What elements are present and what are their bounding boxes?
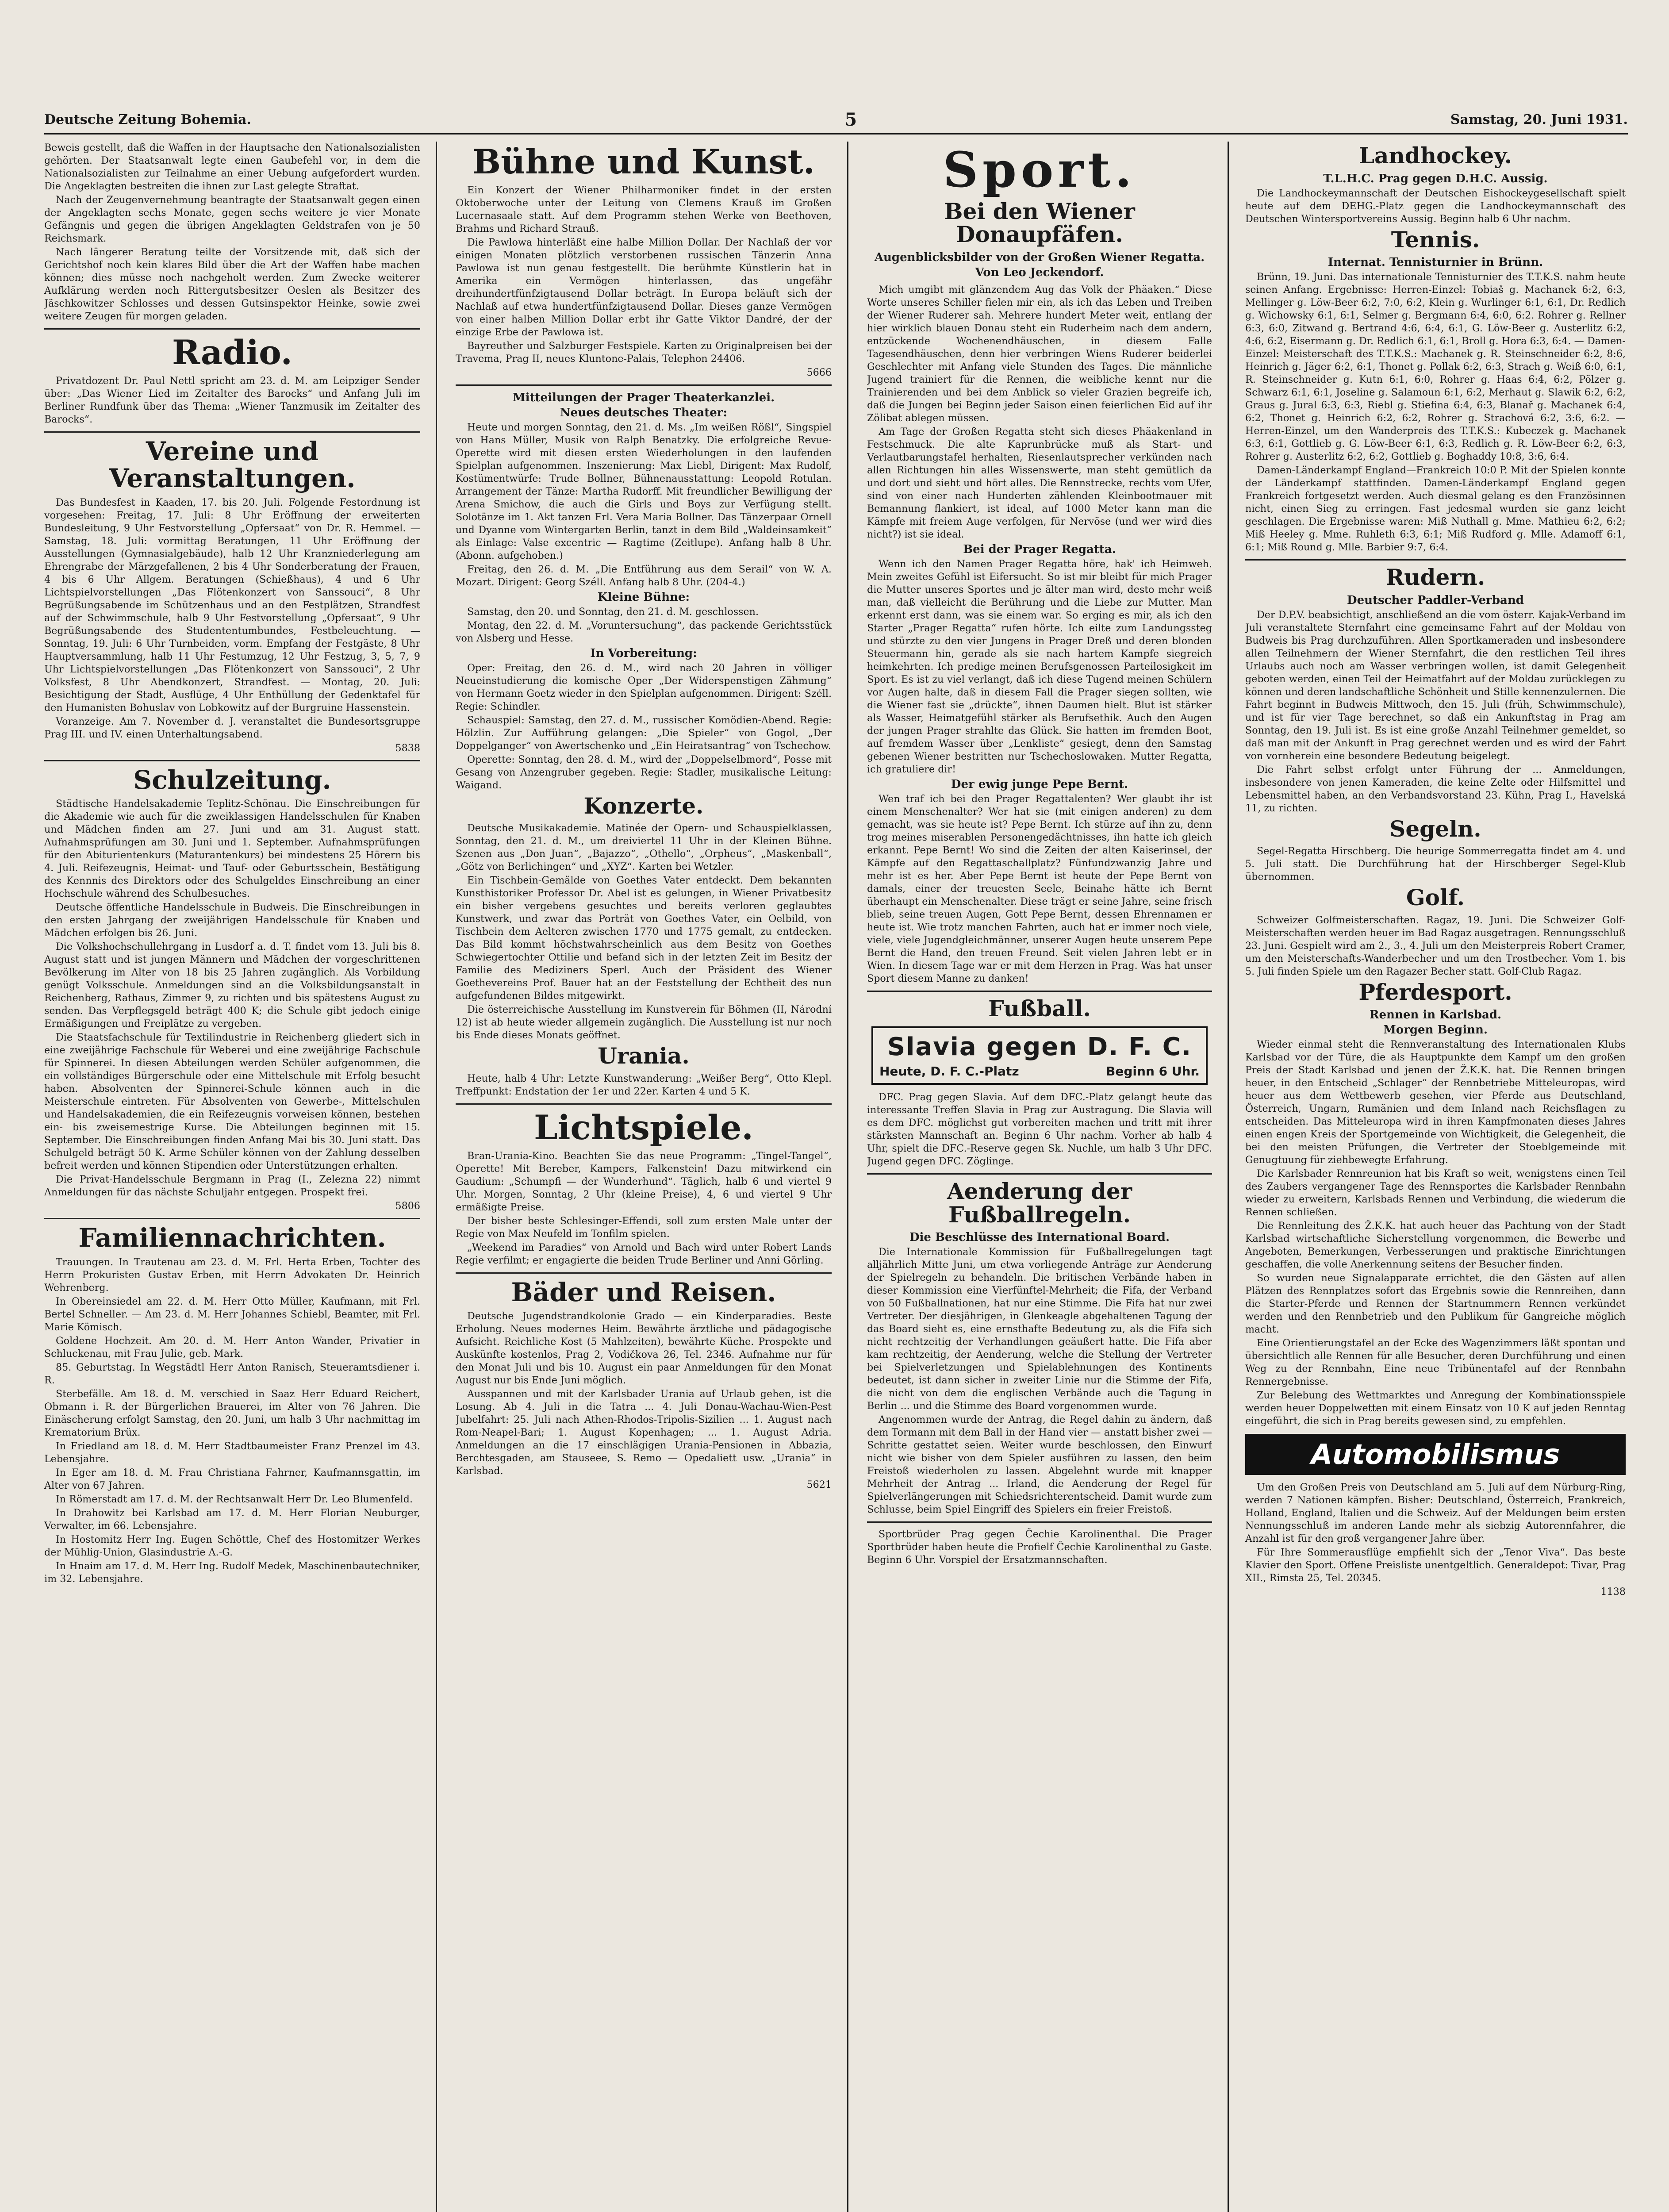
paragraph: Das Bundesfest in Kaaden, 17. bis 20. Juli. Folgende Festordnung ist vorgesehen: Freitag, 17. Juli: 8 Uhr Eröffnung der erweiterten Bundesleitung, 9 Uhr Festvorstellung „Opfersaat“ von Dr. R. Hemmel. — Samstag, 18. Juli: vormittag Beratungen, 11 Uhr Eröffnung der Ausstellungen (Gymnasialgebäude), halb 12 Uhr Kranzniederlegung am Ehrengrabe der Märzgefallenen, 2 bis 4 Uhr Sonderberatung der Frauen, 4 bis 6 Uhr Allgem. Beratungen (Schießhaus), 4 und 6 Uhr Lichtspielvorstellungen „Das Flötenkonzert von Sanssouci“, 8 Uhr Begrüßungsabende im Schützenhaus und an den Festplätzen, Strandfest auf der Schwimmschule, halb 9 Uhr Festvorstellung „Opfersaat“, 9 Uhr Begrüßungsabende des Studententumbundes, Festbeleuchtung. — Sonntag, 19. Juli: 6 Uhr Turnbeiden, vorm. Empfang der Festgäste, 8 Uhr Hauptversammlung, halb 11 Uhr Festumzug, 12 Uhr Festzug, 3, 5, 7, 9 Uhr Lichtspielvorstellungen „Das Flötenkonzert von Sanssouci“, 2 Uhr Volksfest, 8 Uhr Abendkonzert, Strandfest. — Montag, 20. Juli: Besichtigung der Stadt, Ausflüge, 4 Uhr Enthüllung der Gedenktafel für den Humanisten Bohuslav von Lobkowitz auf der Burgruine Hassenstein.	[44, 496, 420, 714]
paragraph: Beweis gestellt, daß die Waffen in der Hauptsache den Nationalsozialisten gehörten. Der Staatsanwalt legte einen Gaubefehl vor, in dem die Nationalsozialisten zur Teilnahme an einer Uebung aufgefordert wurden. Die Angeklagten bestreiten die ihnen zur Last gelegte Straftat.	[44, 142, 420, 192]
column-2	[456, 142, 832, 1492]
section-heading-lichtspiele: Lichtspiele.	[534, 1107, 753, 1147]
section-heading-vereine: Vereine und Veranstaltungen.	[109, 436, 356, 493]
section-heading-urania: Urania.	[598, 1043, 690, 1069]
paragraph: Deutsche öffentliche Handelsschule in Budweis. Die Einschreibungen in den ersten Jahrgang der zweijährigen Handelsschule für Knaben und Mädchen erfolgen bis 26. Juni.	[44, 902, 420, 939]
paragraph: Bayreuther und Salzburger Festspiele. Karten zu Originalpreisen bei der Travema, Prag II, neues Kluntone-Palais, Telephon 24406.	[456, 340, 832, 365]
column-rule	[847, 142, 848, 2212]
paragraph: Die Rennleitung des Ž.K.K. hat auch heuer das Pachtung von der Stadt Karlsbad wirtschaftliche Sicherstellung vorgenommen, die Bewerbe und Angeboten, Bemerkungen, Verbesserungen und praktische Einrichtungen geschaffen, die volle Anerkennung seitens der Besucher finden.	[1245, 1220, 1626, 1270]
subsection-heading: Rennen in Karlsbad.	[1369, 1008, 1502, 1022]
paragraph: Die österreichische Ausstellung im Kunstverein für Böhmen (II, Národní 12) ist ab heute wieder allgemein zugänglich. Die Ausstellung ist nur noch bis Ende dieses Monats geöffnet.	[456, 1004, 832, 1041]
section-heading-fussball: Fußball.	[988, 995, 1091, 1022]
paragraph: Der bisher beste Schlesinger-Effendi, soll zum ersten Male unter der Regie von Max Neufeld im Tonfilm spielen.	[456, 1215, 832, 1240]
paragraph: Schauspiel: Samstag, den 27. d. M., russischer Komödien-Abend. Regie: Hölzlin. Zur Aufführung gelangen: „Die Spieler“ von Gogol, „Der Doppelganger“ von Awertschenko und „Ein Heiratsantrag“ von Tschechow.	[456, 714, 832, 752]
subsection-heading: Der ewig junge Pepe Bernt.	[951, 777, 1128, 791]
paragraph: Ein Konzert der Wiener Philharmoniker findet in der ersten Oktoberwoche unter der Leitung von Clemens Krauß im Großen Lucernasaale statt. Auf dem Programm stehen Werke von Beethoven, Brahms und Richard Strauß.	[456, 184, 832, 234]
paragraph: Samstag, den 20. und Sonntag, den 21. d. M. geschlossen.	[467, 606, 759, 618]
divider	[867, 1521, 1212, 1523]
article-subheadline: Augenblicksbilder von der Großen Wiener Regatta.	[874, 250, 1205, 264]
paragraph: Die Staatsfachschule für Textilindustrie in Reichenberg gliedert sich in eine zweijährige Fachschule für Weberei und eine zweijährige Fachschule für Spinnerei. In diesen Abteilungen werden Schüler aufgenommen, die ein vollständiges Bürgerschule oder eine Mittelschule mit Erfolg besucht haben. Absolventen der Spinnerei-Schule können auch in die Meisterschule eintreten. Für Absolventen von Gewerbe-, Mittelschulen und Handelsakademien, die ein Reifezeugnis vorweisen können, bestehen ein- bis zweisemestrige Kurse. Die Abteilungen beginnen mit 15. September. Die Einschreibungen finden Anfang Mai bis 30. Juni statt. Das Schulgeld beträgt 50 K. Arme Schüler können von der Zahlung desselben befreit werden und können Stipendien oder Unterstützungen erhalten.	[44, 1032, 420, 1172]
subsection-subheading: In Vorbereitung:	[590, 646, 697, 660]
paragraph: DFC. Prag gegen Slavia. Auf dem DFC.-Platz gelangt heute das interessante Treffen Slavia in Prag zur Austragung. Die Slavia will es dem DFC. möglichst gut vorbereiten machen und tritt mit ihrer stärksten Mannschaft an. Beginn 6 Uhr nachm. Vorher ab halb 4 Uhr, spielt die DFC.-Reserve gegen Sk. Nuchle, um halb 3 Uhr DFC. Jugend gegen DFC. Zöglinge.	[867, 1091, 1212, 1167]
section-heading-landhockey: Landhockey.	[1358, 142, 1512, 169]
section-heading-baeder: Bäder und Reisen.	[511, 1277, 776, 1307]
section-heading-konzerte: Konzerte.	[583, 792, 704, 819]
column-rule	[436, 142, 437, 2212]
ad-reference-number: 5838	[395, 742, 420, 754]
paragraph: Die Fahrt selbst erfolgt unter Führung der ... Anmeldungen, insbesondere von jenen Kameraden, die keine Zelte oder Hilfsmittel und Lebensmittel haben, an den Verbandsvorstand 23. Kühn, Prag I., Havelská 11, zu richten.	[1245, 764, 1626, 814]
paragraph: Trauungen. In Trautenau am 23. d. M. Frl. Herta Erben, Tochter des Herrn Prokuristen Gustav Erben, mit Herrn Advokaten Dr. Heinrich Wehrenberg.	[44, 1256, 420, 1294]
masthead-left: Deutsche Zeitung Bohemia.	[44, 111, 251, 127]
divider	[456, 1103, 832, 1105]
paragraph: Brünn, 19. Juni. Das internationale Tennisturnier des T.T.K.S. nahm heute seinen Anfang. Ergebnisse: Herren-Einzel: Tobiaš g. Machanek 6:2, 6:3, Mellinger g. Löw-Beer 6:2, 7:0, 6:2, Klein g. Wurlinger 6:1, 6:1, Dr. Redlich g. Wichowsky 6:1, 6:1, Selmer g. Bergmann 6:4, 6:0, 6:2. Rohrer g. Rellner 6:3, 6:0, Zitwand g. Bertrand 4:6, 6:4, 6:1, G. Löw-Beer g. Austerlitz 6:2, 4:6, 6:2, Eisermann g. Dr. Redlich 6:1, 6:1, Broll g. Hora 6:3, 6:4. — Damen-Einzel: Meisterschaft des T.T.K.S.: Machanek g. R. Steinschneider 6:2, 8:6, Heinrich g. Jäger 6:2, 6:1, Thonet g. Pollak 6:2, 6:3, Strach g. Weiß 6:0, 6:1, R. Steinschneider g. Kutn 6:1, 6:0, Rohrer g. Haas 6:4, 6:2, Pölzer g. Schwarz 6:1, 6:1, Joseline g. Salamoun 6:1, 6:2, Merhaut g. Slawik 6:2, 6:2, Graus g. Jural 6:3, 6:3, Riebl g. Stiefina 6:4, 6:3, Blanař g. Machanek 6:4, 6:2, Thonet g. Heinrich 6:2, 6:2, Rohrer g. Strachová 6:2, 3:6, 6:2. — Herren-Einzel, um den Wanderpreis des T.T.K.S.: Kubeczek g. Machanek 6:3, 6:1, Gottlieb g. G. Löw-Beer 6:1, 6:3, Redlich g. R. Löw-Beer 6:2, 6:3, Rohrer g. Austerlitz 6:2, 6:2, Gottlieb g. Boghaddy 10:8, 3:6, 6:4.	[1245, 271, 1626, 462]
paragraph: Zur Belebung des Wettmarktes und Anregung der Kombinationsspiele werden heuer Doppelwetten mit einem Einsatz von 10 K auf jeden Renntag eingeführt, die sich in Prag bereits gewesen sind, zu empfehlen.	[1245, 1390, 1626, 1427]
paragraph: Städtische Handelsakademie Teplitz-Schönau. Die Einschreibungen für die Akademie wie auch für die zweiklassigen Handelsschulen für Knaben und Mädchen finden am 27. Juni und am 31. August statt. Aufnahmsprüfungen am 30. Juni und 1. September. Aufnahmsprüfungen für den Abiturientenkurs (Maturantenkurs) bei mindestens 25 Hörern bis 4. Juli. Reifezeugnis, Heimat- und Tauf- oder Geburtsschein, Bestätigung des Kennnis des Direktors oder des Schulgeldes Einschreibung an einer Hochschule während des Schulbesuches.	[44, 798, 420, 900]
subsection-heading: Mitteilungen der Prager Theaterkanzlei.	[512, 391, 775, 404]
section-heading-radio: Radio.	[172, 333, 292, 372]
paragraph: 85. Geburtstag. In Wegstädtl Herr Anton Ranisch, Steueramtsdiener i. R.	[44, 1362, 420, 1386]
subsection-heading: Internat. Tennisturnier in Brünn.	[1328, 256, 1543, 269]
column-1	[44, 142, 420, 1586]
paragraph: Wieder einmal steht die Rennveranstaltung des Internationalen Klubs Karlsbad vor der Türe, die als Hauptpunkte dem Kampf um den großen Preis der Stadt Karlsbad und jenen der Ž.K.K. hat. Die Rennen bringen heuer, in den Entscheid „Schlager“ der Rennbetriebe Mitteleuropas, wird heuer aus dem Wettbewerb gesehen, vier Pferde aus Deutschland, Österreich, Ungarn, Rumänien und dem Inland nach Reichsflagen zu entscheiden. Das Mitteleuropa wird in ihren Kampfmonaten dieses Jahres einen engen Kreis der Sportgemeinde von Wichtigkeit, die Gelegenheit, die bei den meisten Prüfungen, die Vertreter der Stoeblgemeinde mit Genugtuung für ziehbewegte Erfahrung.	[1245, 1039, 1626, 1166]
ad-reference-number: 5666	[806, 366, 832, 378]
paragraph: Der D.P.V. beabsichtigt, anschließend an die vom österr. Kajak-Verband im Juli veranstaltete Sternfahrt eine gemeinsame Fahrt auf der Moldau von Budweis bis Prag durchzuführen. Allen Sportkameraden und insbesondere allen Teilnehmern der Wiener Sternfahrt, die den restlichen Teil ihres Urlaubs auch noch am Wasser verbringen wollen, ist damit Gelegenheit geboten werden, einen Teil der Heimatfahrt auf der Moldau zurücklegen zu können und deren landschaftliche Schönheit und Stille kennenzulernen. Die Fahrt beginnt in Budweis Mittwoch, den 15. Juli (früh, Schwimmschule), und ist für vier Tage berechnet, so daß ein Ankunftstag in Prag am Sonntag, den 19. Juli ist. Es ist eine große Anzahl Teilnehmer gemeldet, so daß man mit der Ankunft in Prag gerechnet werden und es wird der Fahrt von vornherein eine besondere Bedeutung beigelegt.	[1245, 609, 1626, 762]
ad-reference-number: 5621	[806, 1479, 832, 1491]
paragraph: In Hnaim am 17. d. M. Herr Ing. Rudolf Medek, Maschinenbautechniker, im 32. Lebensjahre.	[44, 1560, 420, 1585]
divider	[1245, 559, 1626, 561]
paragraph: Am Tage der Großen Regatta steht sich dieses Phäakenland in Festschmuck. Die alte Kaprunbrücke muß als Start- und Verlautbarungstafel herhalten, Riesenlautsprecher verkünden nach allen Richtungen hin alles Wissenswerte, man steht gemütlich da und dort und sieht und hört alles. Die Rennstrecke, rechts vom Ufer, sind von einer nach Hunderten zählenden Kleinbootmauer mit Bemannung flankiert, ist ideal, auf 1000 Meter kann man die Kämpfe mit freiem Auge verfolgen, für Nervöse (und wer wird dies nicht?) ist sie ideal.	[867, 426, 1212, 540]
divider	[44, 1218, 420, 1219]
article-subheadline: Die Beschlüsse des International Board.	[909, 1231, 1170, 1244]
paragraph: Wen traf ich bei den Prager Regattalenten? Wer glaubt ihr ist einem Menschenalter? Wer hat sie (mit einigen anderen) zu dem gemacht, was sie heute ist? Pepe Bernt. Ich stürze auf ihn zu, denn trog meines miserablen Personengedächtnisses, ihn hatte ich gleich erkannt. Pepe Bernt! Wo sind die Zeiten der alten Kaiserinsel, der Kämpfe auf den Regattaschallplatz? Fünfundzwanzig Jahre und mehr ist es her. Aber Pepe Bernt ist heute der Pepe Bernt von damals, einer der treuesten Seele, Beinahe hätte ich Bernt überhaupt ein Menschenalter. Diese trägt er seine Jahre, seine frisch blieb, seine treuen Augen, Gott Pepe Bernt, dessen Ehrennamen er heute ist. Wie trotz manchen Fahrten, auch hat er immer noch viele, viele, viele Jugendgleichmänner, unserer Augen heute unserem Pepe Bernt die Hand, den treuen Freund. Seit vielen Jahren lebt er in Wien. In diesem Tage war er mit dem Herzen in Prag. Was hat unser Sport diesem Manne zu danken!	[867, 793, 1212, 984]
paragraph: In Drahowitz bei Karlsbad am 17. d. M. Herr Florian Neuburger, Verwalter, im 66. Lebensjahre.	[44, 1507, 420, 1532]
article-headline: Bei den Wiener Donaupfäfen.	[944, 198, 1135, 247]
paragraph: Privatdozent Dr. Paul Nettl spricht am 23. d. M. am Leipziger Sender über: „Das Wiener Lied im Zeitalter des Barocks“ und Anfang Juli im Berliner Rundfunk über das Thema: „Wiener Tanzmusik im Zeitalter des Barocks“.	[44, 375, 420, 425]
paragraph: Freitag, den 26. d. M. „Die Entführung aus dem Serail“ von W. A. Mozart. Dirigent: Georg Széll. Anfang halb 8 Uhr. (204-4.)	[456, 563, 832, 588]
divider	[44, 431, 420, 433]
subsection-heading: Deutscher Paddler-Verband	[1347, 593, 1524, 607]
paragraph: Deutsche Jugendstrandkolonie Grado — ein Kinderparadies. Beste Erholung. Neues modernes Heim. Bewährte ärztliche und pädagogische Aufsicht. Reichliche Kost (5 Mahlzeiten), bewährte Küche. Prospekte und Auskünfte kostenlos, Prag 2, Vodičkova 26, Tel. 2346. Aufnahme nur für den Monat Juli und bis 10. August ein paar Anmeldungen für den Monat August nur bis Ende Juni möglich.	[456, 1310, 832, 1386]
section-heading-familiennachrichten: Familiennachrichten.	[78, 1223, 386, 1253]
subsection-subheading: Neues deutsches Theater:	[560, 406, 728, 419]
section-heading-golf: Golf.	[1406, 884, 1465, 910]
paragraph: Heute, halb 4 Uhr: Letzte Kunstwanderung: „Weißer Berg“, Otto Klepl. Treffpunkt: Endstation der 1er und 22er. Karten 4 und 5 K.	[456, 1072, 832, 1097]
paragraph: Die Volkshochschullehrgang in Lusdorf a. d. T. findet vom 13. Juli bis 8. August statt und ist jungen Männern und Mädchen der vorgeschrittenen Bevölkerung im Alter von 18 bis 25 Jahren zugänglich. Als Vorbildung genügt Volksschule. Anmeldungen sind an die Volksbildungsanstalt in Reichenberg, Rathaus, Zimmer 9, zu richten und bis spätestens August zu senden. Das Verpflegsgeld beträgt 400 K; die Schule gibt jedoch einige Ermäßigungen und Freiplätze zu vergeben.	[44, 941, 420, 1030]
paragraph: In Römerstadt am 17. d. M. der Rechtsanwalt Herr Dr. Leo Blumenfeld.	[56, 1494, 413, 1505]
divider	[867, 991, 1212, 992]
paragraph: Oper: Freitag, den 26. d. M., wird nach 20 Jahren in völliger Neueinstudierung die komische Oper „Der Widerspenstigen Zähmung“ von Hermann Goetz wieder in den Spielplan aufgenommen. Dirigent: Széll. Regie: Schindler.	[456, 662, 832, 712]
paragraph: Die Internationale Kommission für Fußballregelungen tagt alljährlich Mitte Juni, um etwa vorliegende Anträge zur Aenderung der Spielregeln zu behandeln. Die britischen Verbände haben in dieser Kommission eine Vierfünftel-Mehrheit; die Fifa, der Verband von 50 Fußballnationen, hat nur eine Stimme. Die Fifa hat nur zwei Vertreter. Der diesjährigen, in Glenkeagle abgehaltenen Tagung der das Board sieht es, eine ernsthafte Bedeutung zu, als die Fifa sich nicht rechtzeitig der Verhandlungen geäußert hatte. Die Fifa aber kam rechtzeitig, der Aenderung, welche die Stellung der Vertreter bei Spielverletzungen und Spielablehnungen des Kontinents bedeutet, ist dann sicher in zweiter Linie nur die Stimme der Fifa, die nicht von dem die englischen Verbände auch die Tagung in Berlin ... und die Stimme des Board vorgenommen wurde.	[867, 1246, 1212, 1412]
running-header	[44, 106, 1628, 134]
ad-headline: Slavia gegen D. F. C.	[887, 1033, 1192, 1061]
paragraph: Ein Tischbein-Gemälde von Goethes Vater entdeckt. Dem bekannten Kunsthistoriker Professor Dr. Abel ist es gelungen, in Wiener Privatbesitz ein bisher vergebens gesuchtes und bereits verloren geglaubtes Kunstwerk, und zwar das Porträt von Goethes Vater, ein Oelbild, von Tischbein dem Aelteren zwischen 1770 und 1775 gemalt, zu entdecken. Das Bild kommt höchstwahrscheinlich aus dem Besitz von Goethes Schwiegertochter Ottilie und befand sich in der letzten Zeit im Besitz der Familie des Mediziners Sperl. Auch der Präsident des Wiener Goethevereins Prof. Bauer hat an der Feststellung der Echtheit des nun aufgefundenen Bildes mitgewirkt.	[456, 875, 832, 1002]
divider	[867, 1173, 1212, 1175]
section-heading-sport: Sport.	[943, 142, 1136, 198]
paragraph: Montag, den 22. d. M. „Voruntersuchung“, das packende Gerichtsstück von Alsberg und Hesse.	[456, 619, 832, 644]
paragraph: Operette: Sonntag, den 28. d. M., wird der „Doppelselbmord“, Posse mit Gesang von Anzengruber gegeben. Regie: Stadler, musikalische Leitung: Waigand.	[456, 753, 832, 791]
paragraph: Segel-Regatta Hirschberg. Die heurige Sommerregatta findet am 4. und 5. Juli statt. Die Durchführung hat der Hirschberger Segel-Klub übernommen.	[1245, 845, 1626, 883]
paragraph: Eine Orientierungstafel an der Ecke des Wagenzimmers läßt spontan und übersichtlich alle Rennen für alle Besucher, deren Durchführung und einen Weg zu der Rennbahn, Eine neue Tribünentafel auf der Rennbahn Rennergebnisse.	[1245, 1337, 1626, 1387]
header-date: Samstag, 20. Juni 1931.	[1450, 111, 1628, 127]
paragraph: Heute und morgen Sonntag, den 21. d. Ms. „Im weißen Rößl“, Singspiel von Hans Müller, Musik von Ralph Benatzky. Die erfolgreiche Revue-Operette wird mit diesen ersten Wiederholungen in den laufenden Spielplan aufgenommen. Inszenierung: Max Liebl, Dirigent: Max Rudolf, Kostümentwürfe: Trude Bollner, Bühnenausstattung: Leopold Rotulan. Arrangement der Tänze: Martha Rudorff. Mit freundlicher Bewilligung der Arena Smichow, die auch die Girls und Boys zur Verfügung stellt. Solotänze im 1. Akt tanzen Frl. Vera Maria Bollner. Das Tänzerpaar Ornell und Dyanne vom Wintergarten Berlin, tanzt in dem Bild „Waldeinsamkeit“ als Einlage: Valse excentric — Ragtime (Zeitlupe). Anfang halb 8 Uhr. (Abonn. aufgehoben.)	[456, 421, 832, 561]
subsection-subheading: Morgen Beginn.	[1383, 1023, 1488, 1037]
section-heading-pferdesport: Pferdesport.	[1358, 979, 1512, 1005]
paragraph: „Weekend im Paradies“ von Arnold und Bach wird unter Robert Lands Regie verfilmt; er engagierte die beiden Trude Berliner und Anni Görling.	[456, 1241, 832, 1266]
paragraph: In Friedland am 18. d. M. Herr Stadtbaumeister Franz Prenzel im 43. Lebensjahre.	[44, 1440, 420, 1465]
divider	[44, 760, 420, 761]
paragraph: Sportbrüder Prag gegen Čechie Karolinenthal. Die Prager Sportbrüder haben heute die Profielf Čechie Karolinenthal zu Gaste. Beginn 6 Uhr. Vorspiel der Ersatzmannschaften.	[867, 1528, 1212, 1566]
paragraph: Damen-Länderkampf England—Frankreich 10:0 P. Mit der Spielen konnte der Länderkampf stattfinden. Damen-Länderkampf England gegen Frankreich fortgesetzt werden. Auch diesmal gelang es den Französinnen nicht, einen Sieg zu erringen. Fast jedesmal wurden sie ganz leicht geschlagen. Die Ergebnisse waren: Miß Nuthall g. Mme. Mathieu 6:2, 6:2; Miß Heeley g. Mme. Ruhleth 6:3, 6:1; Miß Rudford g. Mlle. Adamoff 6:1, 6:1; Miß Round g. Mlle. Barbier 9:7, 6:4.	[1245, 465, 1626, 553]
paragraph: Wenn ich den Namen Prager Regatta höre, hak' ich Heimweh. Mein zweites Gefühl ist Eifersucht. So ist mir bleibt für mich Prager die Mutter unseres Sportes und je älter man wird, desto mehr weiß man, daß vielleicht die Berührung und die Liebe zur Mutter. Man erkennt erst dann, was sie einem war. So erging es mir, als ich den Starter „Prager Regatta“ rufen hörte. Ich eilte zum Landungssteg und stürzte zu den vier Jungens in Prager Dreß und deren blonden Steuermann hin, gerade als sie nach hartem Kampfe siegreich heimkehrten. Ich predige meinen Berufsgenossen Parteilosigkeit im Sport. Es ist zu viel verlangt, daß ich diese Tugend meinen Schülern vor Augen halte, daß in diesem Fall die Prager siegen sollten, wie die Wiener fast sie „drückte“, ihnen Daumen hielt. Blut ist stärker als Wasser, Heimatgefühl stärker als Berufsethik. Auch den Augen der jungen Prager strahlte das Glück. Sie hatten im fremden Boot, auf fremdem Wasser über „Lenkliste“ gesiegt, denn den Samstag gebenen Wiener bestritten nur Tschechoslowaken. Mutter Regatta, ich gratuliere dir!	[867, 558, 1212, 775]
match-advertisement	[871, 1026, 1208, 1085]
subsection-subheading: Kleine Bühne:	[597, 590, 690, 604]
divider	[44, 328, 420, 330]
section-heading-buehne: Bühne und Kunst.	[472, 142, 815, 181]
ad-reference-number: 1138	[1600, 1586, 1626, 1598]
ad-reference-number: 5806	[395, 1200, 420, 1212]
paragraph: Mich umgibt mit glänzendem Aug das Volk der Phäaken.“ Diese Worte unseres Schiller fielen mir ein, als ich das Leben und Treiben der Wiener Ruderer sah. Mehrere hundert Meter weit, entlang der hier wirklich blauen Donau steht ein Ruderheim nach dem andern, entzückende Wochenendhäuschen, in diesem Falle Tagesendhäuschen, denn hier verbringen Wiens Ruderer beiderlei Geschlechter mit Anfang viele Stunden des Tages. Die männliche Jugend trainiert für die Rennen, die weibliche kennt nur die Trainierenden und bei dem Anblick so vieler Grazien begreife ich, daß die Jungen bei Beginn jeder Saison einen feierlichen Eid auf ihr Zölibat ablegen müssen.	[867, 284, 1212, 424]
section-heading-tennis: Tennis.	[1391, 226, 1480, 253]
intro-article	[44, 142, 420, 323]
paragraph: Sterbefälle. Am 18. d. M. verschied in Saaz Herr Eduard Reichert, Obmann i. R. der Bürgerlichen Brauerei, im Alter von 76 Jahren. Die Einäscherung erfolgt Samstag, den 20. Juni, um halb 3 Uhr nachmittag im Krematorium Brüx.	[44, 1388, 420, 1439]
column-rule	[1228, 142, 1229, 2212]
section-heading-automobilismus: Automobilismus	[1245, 1434, 1626, 1475]
paragraph: So wurden neue Signalapparate errichtet, die den Gästen auf allen Plätzen des Rennplatzes sofort das Ergebnis sowie die Rennreihen, dann die Starter-Pferde und Rennen der Startnummern Rennen verkündet werden und den Rennbetrieb und den Publikum für Gangreiche möglich macht.	[1245, 1272, 1626, 1335]
divider	[456, 384, 832, 386]
paragraph: Angenommen wurde der Antrag, die Regel dahin zu ändern, daß dem Tormann mit dem Ball in der Hand vier — anstatt bisher zwei — Schritte gestattet seien. Weiter wurde beschlossen, den Einwurf nicht wie bisher von dem Spieler ausführen zu lassen, den beim Freistoß wiederholen zu lassen. Abgelehnt wurde mit knapper Mehrheit der Antrag ... Irland, die Aenderung der Regel für Spielverlängerungen mit Schiedsrichterentscheid. Damit wurde zum Schlusse, beim Spiel Eingriff des Spielers ein freier Freistoß.	[867, 1414, 1212, 1515]
paragraph: Deutsche Musikakademie. Matinée der Opern- und Schauspielklassen, Sonntag, den 21. d. M., um dreiviertel 11 Uhr in der Kleinen Bühne. Szenen aus „Don Juan“, „Bajazzo“, „Othello“, „Orpheus“, „Maskenball“, „Götz von Berlichingen“ und „XYZ“. Karten bei Wetzler.	[456, 822, 832, 873]
paragraph: Die Privat-Handelsschule Bergmann in Prag (I., Zelezna 22) nimmt Anmeldungen für das nächste Schuljahr entgegen. Prospekt frei.	[44, 1174, 420, 1198]
paragraph: Nach längerer Beratung teilte der Vorsitzende mit, daß sich der Gerichtshof noch kein klares Bild über die Art der Waffen habe machen können; dies müsse noch nachgeholt werden. Zum Zwecke weiterer Aufklärung werden noch Rittergutsbesitzer Oeslen als Besitzer des Jäschkowitzer Schlosses und dessen Gutsinspektor Heinke, sowie zwei weitere Zeugen für morgen geladen.	[44, 246, 420, 322]
section-heading-schulzeitung: Schulzeitung.	[133, 764, 331, 795]
paragraph: Nach der Zeugenvernehmung beantragte der Staatsanwalt gegen einen der Angeklagten sechs Monate, gegen sechs weitere je vier Monate Gefängnis und gegen die übrigen Angeklagten Geldstrafen von je 50 Reichsmark.	[44, 194, 420, 244]
paragraph: Voranzeige. Am 7. November d. J. veranstaltet die Bundesortsgruppe Prag III. und IV. einen Unterhaltungsabend.	[44, 715, 420, 740]
article-headline: Aenderung der Fußballregeln.	[947, 1178, 1132, 1228]
paragraph: Bran-Urania-Kino. Beachten Sie das neue Programm: „Tingel-Tangel“, Operette! Mit Bereber, Kampers, Falkenstein! Dazu mitwirkend ein Gaudium: „Schumpfi — der Wunderhund“. Täglich, halb 6 und viertel 9 Uhr. Morgen, Sonntag, 2 Uhr (kleine Preise), 4, 6 und viertel 9 Uhr ermäßigte Preise.	[456, 1150, 832, 1213]
paragraph: Um den Großen Preis von Deutschland am 5. Juli auf dem Nürburg-Ring, werden 7 Nationen kämpfen. Bisher: Deutschland, Österreich, Frankreich, Holland, England, Italien und die Schweiz. Auf der Meldungen beim ersten Nennungsschluß im anderen Lande mehr als siebzig Autorennfahrer, die Anzahl ist für den groß vergangener Jahre über.	[1245, 1482, 1626, 1544]
section-heading-rudern: Rudern.	[1385, 564, 1485, 590]
column-4	[1245, 142, 1626, 1599]
page-number: 5	[844, 109, 857, 130]
paragraph: Die Karlsbader Rennreunion hat bis Kraft so weit, wenigstens einen Teil des Zaubers vergangener Tage des Rennsportes die Karlsbader Rennbahn wieder zu erweitern, Karlsbads Rennen und Verbindung, die wiederum die Rennen schließen.	[1245, 1168, 1626, 1218]
paragraph: Schweizer Golfmeisterschaften. Ragaz, 19. Juni. Die Schweizer Golf-Meisterschaften werden heuer im Bad Ragaz ausgetragen. Rennungsschluß 23. Juni. Gespielt wird am 2., 3., 4. Juli um den Meisterpreis Robert Cramer, um den Meisterschafts-Wanderbecher und um den Trostbecher. Vom 1. bis 5. Juli finden Spiele um den Ragazer Becher statt. Golf-Club Ragaz.	[1245, 914, 1626, 977]
paragraph: In Hostomitz Herr Ing. Eugen Schöttle, Chef des Hostomitzer Werkes der Mühlig-Union, Glasindustrie A.-G.	[44, 1534, 420, 1559]
column-3	[867, 142, 1212, 1567]
paragraph: Die Landhockeymannschaft der Deutschen Eishockeygesellschaft spielt heute auf dem DEHG.-Platz gegen die Landhockeymannschaft des Deutschen Wintersportvereins Aussig. Beginn halb 6 Uhr nachm.	[1245, 187, 1626, 225]
paragraph: Die Pawlowa hinterläßt eine halbe Million Dollar. Der Nachlaß der vor einigen Monaten plötzlich verstorbenen russischen Tänzerin Anna Pawlowa ist nun genau festgestellt. Die berühmte Künstlerin hat in Amerika ein Vermögen hinterlassen, das ungefähr dreihundertfünfzigtausend Dollar beträgt. In Europa beläuft sich der Nachlaß auf etwa hundertfünfzigtausend Dollar. Dieses ganze Vermögen von einer halben Million Dollar erbt ihr Gatte Viktor Dandré, der der einzige Erbe der Pawlowa ist.	[456, 236, 832, 338]
section-heading-segeln: Segeln.	[1389, 815, 1481, 842]
paragraph: Ausspannen und mit der Karlsbader Urania auf Urlaub gehen, ist die Losung. Ab 4. Juli in die Tatra ... 4. Juli Donau-Wachau-Wien-Pest Jubelfahrt: 25. Juli nach Athen-Rhodos-Tripolis-Sizilien ... 1. August nach Rom-Neapel-Bari; 1. August Kopenhagen; ... 1. August Adria. Anmeldungen an die 17 einschlägigen Urania-Pensionen in Abbazia, Berchtesgaden, am Stauseee, S. Remo — Opedaliett usw. „Urania“ in Karlsbad.	[456, 1388, 832, 1477]
byline: Von Leo Jeckendorf.	[975, 265, 1104, 279]
ad-venue: Heute, D. F. C.-Platz	[879, 1064, 1019, 1079]
divider	[456, 1272, 832, 1274]
paragraph: In Eger am 18. d. M. Frau Christiana Fahrner, Kaufmannsgattin, im Alter von 67 Jahren.	[44, 1467, 420, 1492]
paragraph: Für Ihre Sommerausflüge empfiehlt sich der „Tenor Viva“. Das beste Klavier den Sport. Offene Preisliste unentgeltlich. Generaldepot: Tivar, Prag XII., Rimsta 25, Tel. 20345.	[1245, 1547, 1626, 1584]
ad-time: Beginn 6 Uhr.	[1106, 1064, 1200, 1079]
subsection-heading: Bei der Prager Regatta.	[963, 542, 1116, 556]
paragraph: Goldene Hochzeit. Am 20. d. M. Herr Anton Wander, Privatier in Schluckenau, mit Frau Julie, geb. Mark.	[44, 1335, 420, 1360]
paragraph: In Obereinsiedel am 22. d. M. Herr Otto Müller, Kaufmann, mit Frl. Bertel Schneller. — Am 23. d. M. Herr Johannes Schiebl, Beamter, mit Frl. Marie Kömisch.	[44, 1296, 420, 1333]
subsection-heading: T.L.H.C. Prag gegen D.H.C. Aussig.	[1323, 172, 1548, 185]
